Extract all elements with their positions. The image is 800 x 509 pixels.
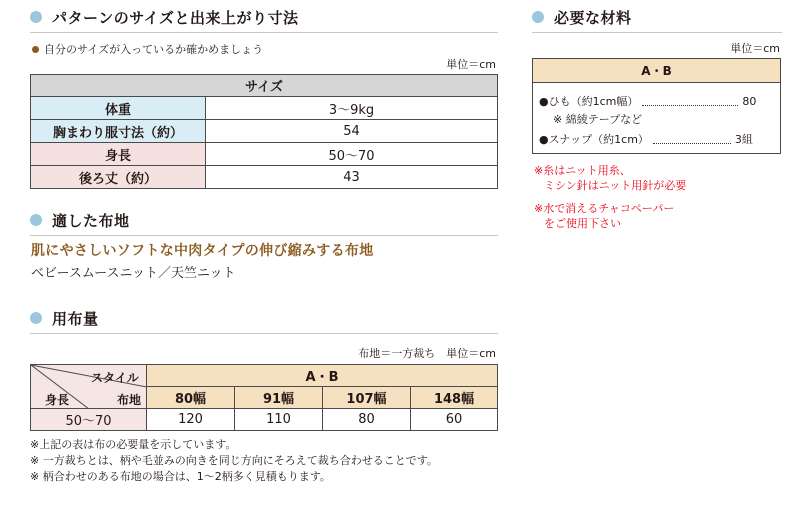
note-line: ※上記の表は布の必要量を示しています。 <box>30 438 237 451</box>
size-table <box>30 74 498 189</box>
width-header: 80幅 <box>147 387 235 409</box>
section-bullet-icon <box>30 214 42 226</box>
section-divider <box>30 235 498 236</box>
size-value: 43 <box>206 166 498 189</box>
section-bullet-icon <box>532 11 544 23</box>
amount-section-title: 用布量 <box>52 309 99 328</box>
materials-unit: 単位＝cm <box>730 42 780 55</box>
fabric-types: ベビースムースニット／天竺ニット <box>31 266 236 281</box>
materials-header: A・B <box>533 59 780 83</box>
size-value: 50〜70 <box>206 143 498 166</box>
size-section-heading <box>30 6 299 28</box>
amount-section-heading <box>30 307 99 329</box>
section-divider <box>30 333 498 334</box>
amount-notes <box>30 437 438 485</box>
amount-value: 80 <box>323 409 411 431</box>
material-name: ●ひも（約1cm幅） <box>539 95 639 108</box>
red-note-line: ※水で消えるチャコペーパー <box>534 202 675 215</box>
size-label: 後ろ丈（約） <box>31 166 206 189</box>
style-header: A・B <box>147 365 498 387</box>
diagonal-header-cell <box>31 365 147 409</box>
material-item-cord <box>539 93 756 109</box>
amount-value: 120 <box>147 409 235 431</box>
table-row <box>31 75 498 97</box>
note-line: ※ 柄合わせのある布地の場合は、1〜2柄多く見積もります。 <box>30 470 331 483</box>
material-value: 80 <box>742 95 757 108</box>
material-name: ●スナップ（約1cm） <box>539 133 649 146</box>
material-item-snap <box>539 131 753 147</box>
size-value: 54 <box>206 120 498 143</box>
leader-dots <box>642 98 738 106</box>
table-row <box>31 166 498 189</box>
section-bullet-icon <box>30 11 42 23</box>
section-divider <box>532 32 782 33</box>
material-sub-note: ※ 綿綾テープなど <box>553 113 643 126</box>
red-note-line: をご使用下さい <box>544 217 621 230</box>
red-note-thread <box>534 163 686 193</box>
fabric-section-heading <box>30 209 130 231</box>
fabric-section-title: 適した布地 <box>52 211 130 230</box>
section-divider <box>30 32 498 33</box>
size-table-header: サイズ <box>31 75 498 97</box>
size-value: 3〜9kg <box>206 97 498 120</box>
diag-height-label: 身長 <box>45 393 70 407</box>
size-section-title: パターンのサイズと出来上がり寸法 <box>52 8 299 27</box>
amount-value: 110 <box>235 409 323 431</box>
materials-section-title: 必要な材料 <box>554 8 632 27</box>
fabric-lead: 肌にやさしいソフトな中肉タイプの伸び縮みする布地 <box>31 243 374 259</box>
table-row <box>31 120 498 143</box>
size-unit: 単位＝cm <box>446 58 496 71</box>
size-label: 胸まわり服寸法（約） <box>31 120 206 143</box>
table-row <box>31 409 498 431</box>
amount-value: 60 <box>411 409 498 431</box>
amount-unit: 布地＝一方裁ち 単位＝cm <box>358 347 496 360</box>
width-header: 91幅 <box>235 387 323 409</box>
width-header: 148幅 <box>411 387 498 409</box>
note-line: ※ 一方裁ちとは、柄や毛並みの向きを同じ方向にそろえて裁ち合わせることです。 <box>30 454 438 467</box>
size-note <box>32 41 263 57</box>
table-row <box>31 365 498 387</box>
red-note-chalk <box>534 201 674 231</box>
row-size: 50〜70 <box>31 409 147 431</box>
size-note-text: 自分のサイズが入っているか確かめましょう <box>44 43 264 56</box>
red-note-line: ※糸はニット用糸、 <box>534 164 631 177</box>
material-value: 3組 <box>734 133 753 146</box>
note-bullet-icon <box>32 46 39 53</box>
red-note-line: ミシン針はニット用針が必要 <box>544 179 687 192</box>
size-label: 身長 <box>31 143 206 166</box>
leader-dots <box>653 136 731 144</box>
table-row <box>31 97 498 120</box>
diag-fabric-label: 布地 <box>117 393 142 407</box>
width-header: 107幅 <box>323 387 411 409</box>
diag-style-label: スタイル <box>91 371 139 385</box>
section-bullet-icon <box>30 312 42 324</box>
table-row <box>31 143 498 166</box>
materials-box <box>532 58 781 154</box>
size-label: 体重 <box>31 97 206 120</box>
materials-section-heading <box>532 6 632 28</box>
fabric-amount-table <box>30 364 498 431</box>
